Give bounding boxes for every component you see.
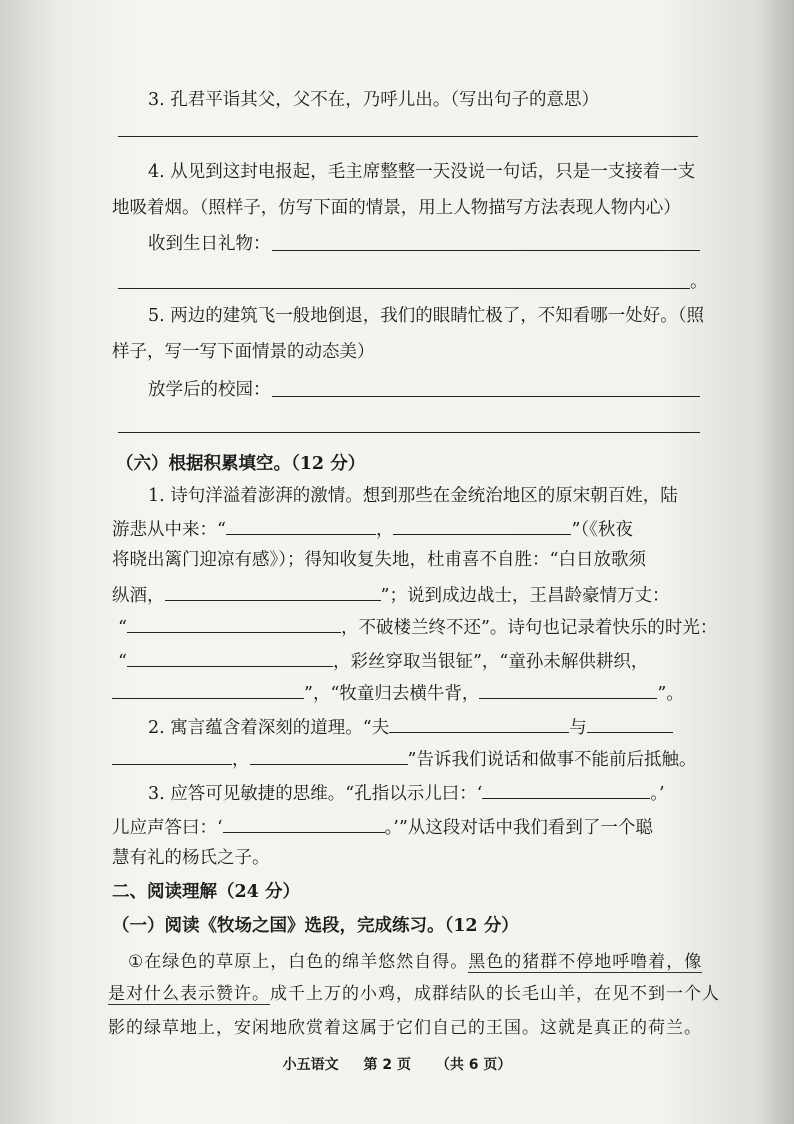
s6-item1-l2c: ”（《秋夜 (571, 520, 633, 540)
s6-item1-l5b: ，不破楼兰终不还”。诗句也记录着快乐的时光： (340, 618, 718, 638)
s6-item1-line2 (112, 516, 633, 542)
blank-tongsun[interactable] (112, 680, 304, 699)
s6-item3-line1 (148, 780, 665, 806)
q5-prompt: 放学后的校园： (148, 380, 271, 400)
s6-item1-line7 (112, 680, 684, 706)
s6-item2-line1 (148, 714, 673, 740)
s6-item2-l1a: 2. 寓言蕴含着深刻的道理。“夫 (148, 718, 390, 738)
q5-line1: 5. 两边的建筑飞一般地倒退，我们的眼睛忙极了，不知看哪一处好。（照 (148, 306, 705, 326)
s6-item3-line2 (112, 814, 653, 840)
s6-item1-line3: 将晓出篱门迎凉有感》）；得知收复失地，杜甫喜不自胜：“白日放歌须 (112, 550, 646, 570)
q4-end-mark: 。 (690, 272, 708, 292)
s6-item3-l2b: 。’”从这段对话中我们看到了一个聪 (384, 818, 653, 838)
footer-subject: 小五语文 (282, 1057, 339, 1073)
blank-zixiang-2[interactable] (587, 714, 673, 733)
blank-qiuye-1[interactable] (226, 516, 376, 535)
s6-item1-l4a: 纵酒， (112, 586, 165, 606)
blank-caisi[interactable] (127, 648, 333, 667)
s6-item3-l2a: 儿应声答曰：‘ (112, 818, 223, 838)
blank-kong[interactable] (482, 780, 650, 799)
s6-item1-line4 (112, 582, 669, 608)
s6-item1-l4b: ”；说到成边战士，王昌龄豪情万丈： (380, 586, 670, 606)
blank-wangchangling[interactable] (127, 614, 341, 633)
s6-item1-line6 (118, 648, 648, 674)
s6-item2-l1b: 与 (569, 718, 587, 738)
q4-line1: 4. 从见到这封电报起，毛主席整整一天没说一句话，只是一支接着一支 (148, 162, 696, 182)
blank-qiuye-2[interactable] (393, 516, 571, 535)
q4-answer-line-1[interactable] (272, 250, 700, 251)
s6-item2-l2b: ”告诉我们说话和做事不能前后抵触。 (407, 750, 697, 770)
q4-prompt-label: 收到生日礼物： (148, 234, 271, 254)
blank-zixiang-4[interactable] (250, 746, 408, 765)
passage-l2b: 成千上万的小鸡，成群结队的长毛山羊，在见不到一个人 (270, 984, 720, 1004)
blank-zixiang-3[interactable] (112, 746, 232, 765)
section6-heading: （六）根据积累填空。（12 分） (116, 454, 366, 474)
s6-item1-l2a: 游悲从中来：“ (112, 520, 226, 540)
passage-l1a: ①在绿色的草原上，白色的绵羊悠然自得。 (128, 952, 469, 972)
s6-item1-l5a: “ (118, 618, 127, 638)
passage-line3: 影的绿草地上，安闲地欣赏着这属于它们自己的王国。这就是真正的荷兰。 (108, 1018, 702, 1038)
s6-item2-l2a: ， (232, 750, 250, 770)
s6-item1-line1: 1. 诗句洋溢着澎湃的激情。想到那些在金统治地区的原宋朝百姓，陆 (148, 486, 678, 506)
page-footer (0, 1054, 794, 1074)
footer-page: 第 2 页 (363, 1057, 411, 1073)
s6-item1-l6a: “ (118, 652, 127, 672)
passage-line1 (128, 950, 702, 974)
blank-yang[interactable] (223, 814, 385, 833)
q5-answer-line-2[interactable] (118, 432, 700, 433)
passage-l2a-underlined: 是对什么表示赞许。 (108, 984, 270, 1004)
q4-answer-line-2[interactable] (118, 288, 690, 289)
s6-item1-l7a: ”，“牧童归去横牛背， (304, 684, 480, 704)
q4-line2: 地吸着烟。（照样子，仿写下面的情景，用上人物描写方法表现人物内心） (112, 198, 681, 218)
q3-text: 3. 孔君平诣其父，父不在，乃呼儿出。（写出句子的意思） (148, 90, 600, 110)
s6-item2-line2 (112, 746, 696, 772)
s6-item3-l1a: 3. 应答可见敏捷的思维。“孔指以示儿曰：‘ (148, 784, 483, 804)
s6-item1-l2b: ， (375, 520, 394, 540)
blank-zixiang-1[interactable] (389, 714, 569, 733)
s6-item3-line3: 慧有礼的杨氏之子。 (112, 848, 270, 868)
q3-answer-line[interactable] (118, 136, 698, 137)
scan-edge-shadow (758, 0, 794, 1124)
passage-line2 (108, 982, 720, 1006)
s6-item1-l6b: ，彩丝穿取当银钲”，“童孙未解供耕织， (332, 652, 649, 672)
passage-l1b-underlined: 黑色的猪群不停地呼噜着，像 (468, 952, 703, 972)
blank-mutong[interactable] (479, 680, 657, 699)
s6-item1-l7b: ”。 (657, 684, 684, 704)
q4-prompt (148, 232, 271, 256)
s6-item3-l1b: 。’ (650, 784, 665, 804)
q5-line2: 样子，写一写下面情景的动态美） (112, 342, 375, 362)
part2-heading: 二、阅读理解（24 分） (112, 882, 300, 902)
blank-dufu[interactable] (165, 582, 381, 601)
s6-item1-line5 (118, 614, 717, 640)
part2-sub1: （一）阅读《牧场之国》选段，完成练习。（12 分） (112, 916, 519, 936)
q5-answer-line-1[interactable] (272, 396, 700, 397)
footer-total: （共 6 页） (435, 1057, 512, 1073)
